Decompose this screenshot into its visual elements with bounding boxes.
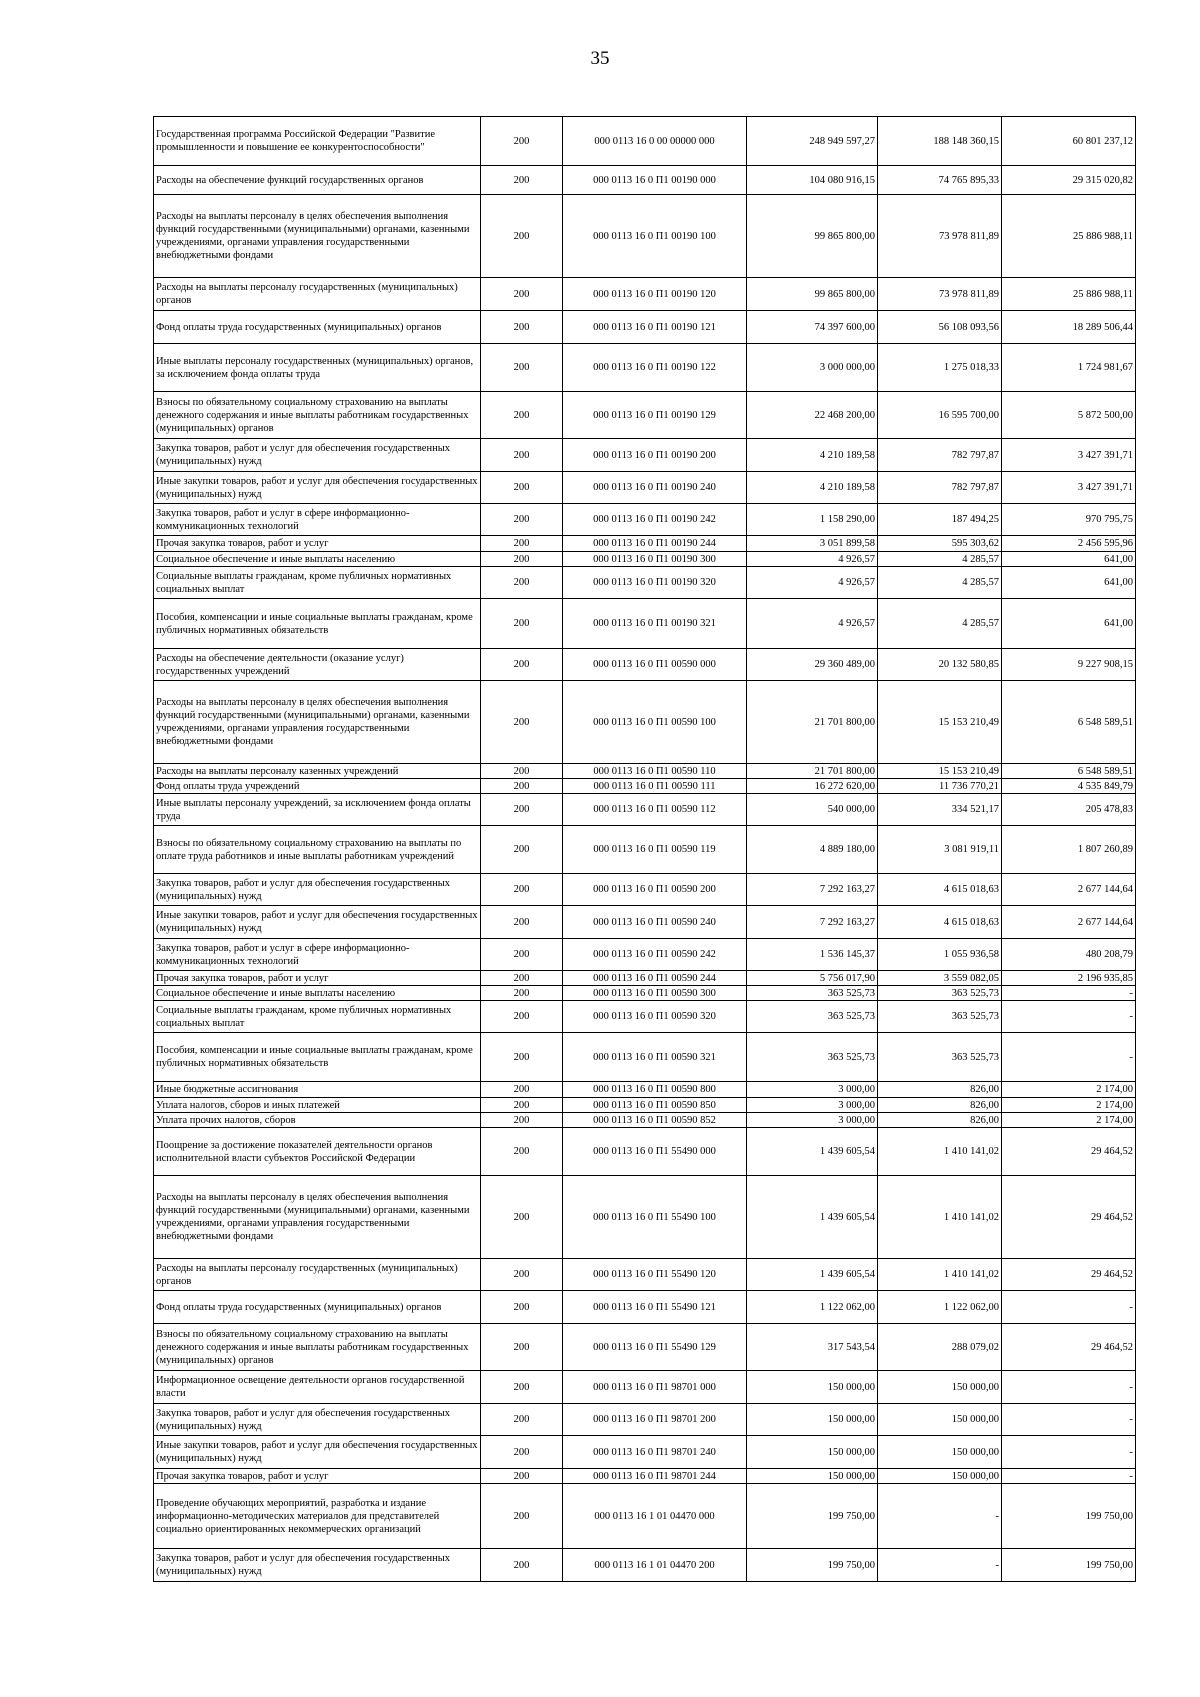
expense-name-cell: Социальные выплаты гражданам, кроме публичных нормативных социальных выплат [154, 1001, 481, 1033]
expense-name-cell: Расходы на выплаты персоналу в целях обеспечения выполнения функций государственными (муниципальными) органами, казенными учреждениями, органами управления государственными внебюджетными фондами [154, 681, 481, 764]
executed-amount-cell: 20 132 580,85 [878, 649, 1002, 681]
table-row [154, 1404, 1136, 1436]
unexecuted-amount-cell: 29 464,52 [1002, 1128, 1136, 1176]
expense-name-cell: Проведение обучающих мероприятий, разработка и издание информационно-методических материалов для представителей социально ориентированных некоммерческих организаций [154, 1484, 481, 1549]
line-code-cell: 200 [481, 344, 563, 392]
executed-amount-cell: 188 148 360,15 [878, 117, 1002, 166]
table-row [154, 1098, 1136, 1113]
executed-amount-cell: 1 275 018,33 [878, 344, 1002, 392]
unexecuted-amount-cell: 6 548 589,51 [1002, 681, 1136, 764]
unexecuted-amount-cell: 2 456 595,96 [1002, 536, 1136, 552]
unexecuted-amount-cell: 25 886 988,11 [1002, 278, 1136, 311]
expense-name-cell: Поощрение за достижение показателей деятельности органов исполнительной власти субъектов Российской Федерации [154, 1128, 481, 1176]
line-code-cell: 200 [481, 311, 563, 344]
table-row [154, 1082, 1136, 1098]
unexecuted-amount-cell: - [1002, 1291, 1136, 1324]
executed-amount-cell: 4 615 018,63 [878, 874, 1002, 906]
table-row [154, 971, 1136, 986]
expense-name-cell: Уплата налогов, сборов и иных платежей [154, 1098, 481, 1113]
budget-classification-code-cell: 000 0113 16 0 П1 00190 300 [563, 552, 747, 567]
budget-classification-code-cell: 000 0113 16 0 П1 00190 000 [563, 166, 747, 195]
executed-amount-cell: 1 410 141,02 [878, 1176, 1002, 1259]
budget-classification-code-cell: 000 0113 16 0 П1 55490 120 [563, 1259, 747, 1291]
unexecuted-amount-cell: 29 464,52 [1002, 1259, 1136, 1291]
budget-classification-code-cell: 000 0113 16 0 П1 00590 000 [563, 649, 747, 681]
expense-name-cell: Закупка товаров, работ и услуг для обеспечения государственных (муниципальных) нужд [154, 1549, 481, 1582]
line-code-cell: 200 [481, 599, 563, 649]
line-code-cell: 200 [481, 439, 563, 472]
table-row [154, 906, 1136, 939]
approved-amount-cell: 199 750,00 [747, 1484, 878, 1549]
approved-amount-cell: 4 210 189,58 [747, 472, 878, 504]
line-code-cell: 200 [481, 1404, 563, 1436]
unexecuted-amount-cell: 199 750,00 [1002, 1549, 1136, 1582]
table-row [154, 1291, 1136, 1324]
unexecuted-amount-cell: - [1002, 986, 1136, 1001]
approved-amount-cell: 4 889 180,00 [747, 826, 878, 874]
budget-classification-code-cell: 000 0113 16 0 П1 00590 112 [563, 794, 747, 826]
table-row [154, 764, 1136, 779]
unexecuted-amount-cell: 970 795,75 [1002, 504, 1136, 536]
expense-name-cell: Расходы на выплаты персоналу государственных (муниципальных) органов [154, 1259, 481, 1291]
budget-classification-code-cell: 000 0113 16 0 П1 00590 200 [563, 874, 747, 906]
approved-amount-cell: 150 000,00 [747, 1469, 878, 1484]
unexecuted-amount-cell: - [1002, 1436, 1136, 1469]
budget-classification-code-cell: 000 0113 16 0 П1 00590 320 [563, 1001, 747, 1033]
budget-classification-code-cell: 000 0113 16 0 П1 00190 200 [563, 439, 747, 472]
expense-name-cell: Пособия, компенсации и иные социальные выплаты гражданам, кроме публичных нормативных обязательств [154, 599, 481, 649]
executed-amount-cell: 73 978 811,89 [878, 195, 1002, 278]
budget-classification-code-cell: 000 0113 16 0 П1 00590 111 [563, 779, 747, 794]
table-row [154, 939, 1136, 971]
budget-classification-code-cell: 000 0113 16 0 П1 00590 119 [563, 826, 747, 874]
unexecuted-amount-cell: - [1002, 1033, 1136, 1082]
executed-amount-cell: 363 525,73 [878, 1033, 1002, 1082]
line-code-cell: 200 [481, 906, 563, 939]
budget-classification-code-cell: 000 0113 16 0 П1 98701 244 [563, 1469, 747, 1484]
approved-amount-cell: 3 000,00 [747, 1098, 878, 1113]
approved-amount-cell: 99 865 800,00 [747, 278, 878, 311]
expense-name-cell: Социальное обеспечение и иные выплаты населению [154, 552, 481, 567]
approved-amount-cell: 540 000,00 [747, 794, 878, 826]
executed-amount-cell: 1 122 062,00 [878, 1291, 1002, 1324]
table-row [154, 1549, 1136, 1582]
expense-name-cell: Взносы по обязательному социальному страхованию на выплаты денежного содержания и иные выплаты работникам государственных (муниципальных) органов [154, 392, 481, 439]
line-code-cell: 200 [481, 1098, 563, 1113]
expense-name-cell: Расходы на обеспечение функций государственных органов [154, 166, 481, 195]
budget-classification-code-cell: 000 0113 16 0 П1 98701 240 [563, 1436, 747, 1469]
unexecuted-amount-cell: 3 427 391,71 [1002, 472, 1136, 504]
approved-amount-cell: 1 439 605,54 [747, 1128, 878, 1176]
approved-amount-cell: 1 158 290,00 [747, 504, 878, 536]
table-row [154, 649, 1136, 681]
line-code-cell: 200 [481, 826, 563, 874]
unexecuted-amount-cell: 641,00 [1002, 552, 1136, 567]
line-code-cell: 200 [481, 1484, 563, 1549]
line-code-cell: 200 [481, 1259, 563, 1291]
line-code-cell: 200 [481, 874, 563, 906]
executed-amount-cell: 11 736 770,21 [878, 779, 1002, 794]
budget-classification-code-cell: 000 0113 16 0 П1 00590 110 [563, 764, 747, 779]
executed-amount-cell: 4 285,57 [878, 567, 1002, 599]
line-code-cell: 200 [481, 1176, 563, 1259]
expense-name-cell: Расходы на обеспечение деятельности (оказание услуг) государственных учреждений [154, 649, 481, 681]
executed-amount-cell: 4 285,57 [878, 552, 1002, 567]
budget-classification-code-cell: 000 0113 16 0 П1 98701 000 [563, 1371, 747, 1404]
expense-name-cell: Закупка товаров, работ и услуг в сфере информационно-коммуникационных технологий [154, 504, 481, 536]
expense-name-cell: Социальное обеспечение и иные выплаты населению [154, 986, 481, 1001]
expense-name-cell: Иные закупки товаров, работ и услуг для обеспечения государственных (муниципальных) нужд [154, 472, 481, 504]
executed-amount-cell: - [878, 1549, 1002, 1582]
table-row [154, 681, 1136, 764]
expense-name-cell: Пособия, компенсации и иные социальные выплаты гражданам, кроме публичных нормативных обязательств [154, 1033, 481, 1082]
table-row [154, 1176, 1136, 1259]
budget-classification-code-cell: 000 0113 16 0 П1 00590 100 [563, 681, 747, 764]
unexecuted-amount-cell: - [1002, 1371, 1136, 1404]
table-row [154, 874, 1136, 906]
approved-amount-cell: 1 122 062,00 [747, 1291, 878, 1324]
unexecuted-amount-cell: 9 227 908,15 [1002, 649, 1136, 681]
unexecuted-amount-cell: 641,00 [1002, 567, 1136, 599]
budget-classification-code-cell: 000 0113 16 0 П1 98701 200 [563, 1404, 747, 1436]
line-code-cell: 200 [481, 779, 563, 794]
executed-amount-cell: 56 108 093,56 [878, 311, 1002, 344]
executed-amount-cell: 782 797,87 [878, 439, 1002, 472]
table-row [154, 278, 1136, 311]
executed-amount-cell: 73 978 811,89 [878, 278, 1002, 311]
approved-amount-cell: 74 397 600,00 [747, 311, 878, 344]
expense-name-cell: Иные бюджетные ассигнования [154, 1082, 481, 1098]
line-code-cell: 200 [481, 986, 563, 1001]
budget-classification-code-cell: 000 0113 16 0 П1 00590 242 [563, 939, 747, 971]
line-code-cell: 200 [481, 971, 563, 986]
executed-amount-cell: 595 303,62 [878, 536, 1002, 552]
approved-amount-cell: 3 000 000,00 [747, 344, 878, 392]
budget-classification-code-cell: 000 0113 16 1 01 04470 000 [563, 1484, 747, 1549]
budget-classification-code-cell: 000 0113 16 0 П1 00190 100 [563, 195, 747, 278]
table-row [154, 779, 1136, 794]
budget-execution-table [153, 116, 1136, 1582]
unexecuted-amount-cell: 25 886 988,11 [1002, 195, 1136, 278]
table-row [154, 117, 1136, 166]
line-code-cell: 200 [481, 1113, 563, 1128]
line-code-cell: 200 [481, 567, 563, 599]
expense-name-cell: Иные выплаты персоналу государственных (муниципальных) органов, за исключением фонда оплаты труда [154, 344, 481, 392]
budget-classification-code-cell: 000 0113 16 0 П1 00190 129 [563, 392, 747, 439]
line-code-cell: 200 [481, 764, 563, 779]
executed-amount-cell: 334 521,17 [878, 794, 1002, 826]
unexecuted-amount-cell: 480 208,79 [1002, 939, 1136, 971]
approved-amount-cell: 3 000,00 [747, 1082, 878, 1098]
executed-amount-cell: 3 559 082,05 [878, 971, 1002, 986]
executed-amount-cell: 826,00 [878, 1113, 1002, 1128]
executed-amount-cell: 150 000,00 [878, 1404, 1002, 1436]
unexecuted-amount-cell: 1 724 981,67 [1002, 344, 1136, 392]
expense-name-cell: Фонд оплаты труда государственных (муниципальных) органов [154, 1291, 481, 1324]
unexecuted-amount-cell: 29 464,52 [1002, 1324, 1136, 1371]
table-row [154, 1484, 1136, 1549]
line-code-cell: 200 [481, 939, 563, 971]
approved-amount-cell: 248 949 597,27 [747, 117, 878, 166]
budget-classification-code-cell: 000 0113 16 0 П1 00190 242 [563, 504, 747, 536]
approved-amount-cell: 363 525,73 [747, 1001, 878, 1033]
table-row [154, 344, 1136, 392]
approved-amount-cell: 4 926,57 [747, 552, 878, 567]
table-row [154, 504, 1136, 536]
line-code-cell: 200 [481, 1469, 563, 1484]
approved-amount-cell: 4 926,57 [747, 567, 878, 599]
expense-name-cell: Закупка товаров, работ и услуг для обеспечения государственных (муниципальных) нужд [154, 439, 481, 472]
line-code-cell: 200 [481, 1436, 563, 1469]
budget-classification-code-cell: 000 0113 16 0 П1 00190 244 [563, 536, 747, 552]
line-code-cell: 200 [481, 681, 563, 764]
table-row [154, 1324, 1136, 1371]
budget-classification-code-cell: 000 0113 16 0 П1 55490 129 [563, 1324, 747, 1371]
unexecuted-amount-cell: 641,00 [1002, 599, 1136, 649]
approved-amount-cell: 150 000,00 [747, 1371, 878, 1404]
approved-amount-cell: 1 536 145,37 [747, 939, 878, 971]
executed-amount-cell: 15 153 210,49 [878, 764, 1002, 779]
table-row [154, 166, 1136, 195]
table-row [154, 536, 1136, 552]
budget-classification-code-cell: 000 0113 16 0 00 00000 000 [563, 117, 747, 166]
unexecuted-amount-cell: 1 807 260,89 [1002, 826, 1136, 874]
line-code-cell: 200 [481, 552, 563, 567]
executed-amount-cell: 187 494,25 [878, 504, 1002, 536]
budget-classification-code-cell: 000 0113 16 0 П1 00590 850 [563, 1098, 747, 1113]
approved-amount-cell: 22 468 200,00 [747, 392, 878, 439]
approved-amount-cell: 1 439 605,54 [747, 1176, 878, 1259]
table-row [154, 439, 1136, 472]
unexecuted-amount-cell: 2 196 935,85 [1002, 971, 1136, 986]
approved-amount-cell: 7 292 163,27 [747, 906, 878, 939]
executed-amount-cell: 1 055 936,58 [878, 939, 1002, 971]
line-code-cell: 200 [481, 1291, 563, 1324]
approved-amount-cell: 99 865 800,00 [747, 195, 878, 278]
unexecuted-amount-cell: 29 315 020,82 [1002, 166, 1136, 195]
budget-classification-code-cell: 000 0113 16 0 П1 00190 240 [563, 472, 747, 504]
approved-amount-cell: 29 360 489,00 [747, 649, 878, 681]
approved-amount-cell: 7 292 163,27 [747, 874, 878, 906]
executed-amount-cell: 826,00 [878, 1082, 1002, 1098]
budget-classification-code-cell: 000 0113 16 0 П1 00590 852 [563, 1113, 747, 1128]
approved-amount-cell: 317 543,54 [747, 1324, 878, 1371]
approved-amount-cell: 4 210 189,58 [747, 439, 878, 472]
budget-classification-code-cell: 000 0113 16 0 П1 00190 121 [563, 311, 747, 344]
table-row [154, 392, 1136, 439]
page-number: 35 [590, 48, 610, 69]
expense-name-cell: Прочая закупка товаров, работ и услуг [154, 1469, 481, 1484]
line-code-cell: 200 [481, 1001, 563, 1033]
table-row [154, 794, 1136, 826]
table-row [154, 1436, 1136, 1469]
line-code-cell: 200 [481, 166, 563, 195]
executed-amount-cell: 4 615 018,63 [878, 906, 1002, 939]
table-row [154, 567, 1136, 599]
table-row [154, 1001, 1136, 1033]
approved-amount-cell: 3 051 899,58 [747, 536, 878, 552]
line-code-cell: 200 [481, 794, 563, 826]
expense-name-cell: Прочая закупка товаров, работ и услуг [154, 536, 481, 552]
unexecuted-amount-cell: 2 174,00 [1002, 1082, 1136, 1098]
budget-classification-code-cell: 000 0113 16 1 01 04470 200 [563, 1549, 747, 1582]
approved-amount-cell: 5 756 017,90 [747, 971, 878, 986]
unexecuted-amount-cell: 2 677 144,64 [1002, 874, 1136, 906]
approved-amount-cell: 3 000,00 [747, 1113, 878, 1128]
budget-classification-code-cell: 000 0113 16 0 П1 00590 800 [563, 1082, 747, 1098]
line-code-cell: 200 [481, 195, 563, 278]
budget-classification-code-cell: 000 0113 16 0 П1 00590 240 [563, 906, 747, 939]
budget-classification-code-cell: 000 0113 16 0 П1 00190 321 [563, 599, 747, 649]
unexecuted-amount-cell: 3 427 391,71 [1002, 439, 1136, 472]
table-row [154, 552, 1136, 567]
unexecuted-amount-cell: 2 174,00 [1002, 1113, 1136, 1128]
executed-amount-cell: 1 410 141,02 [878, 1259, 1002, 1291]
executed-amount-cell: 288 079,02 [878, 1324, 1002, 1371]
expense-name-cell: Закупка товаров, работ и услуг в сфере информационно-коммуникационных технологий [154, 939, 481, 971]
table-row [154, 1371, 1136, 1404]
table-row [154, 1033, 1136, 1082]
approved-amount-cell: 21 701 800,00 [747, 764, 878, 779]
expense-name-cell: Расходы на выплаты персоналу в целях обеспечения выполнения функций государственными (муниципальными) органами, казенными учреждениями, органами управления государственными внебюджетными фондами [154, 1176, 481, 1259]
approved-amount-cell: 4 926,57 [747, 599, 878, 649]
approved-amount-cell: 199 750,00 [747, 1549, 878, 1582]
table-row [154, 826, 1136, 874]
approved-amount-cell: 150 000,00 [747, 1436, 878, 1469]
expense-name-cell: Закупка товаров, работ и услуг для обеспечения государственных (муниципальных) нужд [154, 874, 481, 906]
executed-amount-cell: 150 000,00 [878, 1436, 1002, 1469]
unexecuted-amount-cell: 29 464,52 [1002, 1176, 1136, 1259]
unexecuted-amount-cell: 60 801 237,12 [1002, 117, 1136, 166]
unexecuted-amount-cell: 18 289 506,44 [1002, 311, 1136, 344]
line-code-cell: 200 [481, 649, 563, 681]
table-row [154, 1113, 1136, 1128]
budget-classification-code-cell: 000 0113 16 0 П1 00190 122 [563, 344, 747, 392]
unexecuted-amount-cell: 2 677 144,64 [1002, 906, 1136, 939]
executed-amount-cell: 3 081 919,11 [878, 826, 1002, 874]
line-code-cell: 200 [481, 1371, 563, 1404]
unexecuted-amount-cell: - [1002, 1469, 1136, 1484]
budget-classification-code-cell: 000 0113 16 0 П1 00190 120 [563, 278, 747, 311]
expense-name-cell: Расходы на выплаты персоналу казенных учреждений [154, 764, 481, 779]
expense-name-cell: Информационное освещение деятельности органов государственной власти [154, 1371, 481, 1404]
executed-amount-cell: 150 000,00 [878, 1371, 1002, 1404]
line-code-cell: 200 [481, 117, 563, 166]
unexecuted-amount-cell: 5 872 500,00 [1002, 392, 1136, 439]
executed-amount-cell: 363 525,73 [878, 1001, 1002, 1033]
line-code-cell: 200 [481, 1324, 563, 1371]
approved-amount-cell: 363 525,73 [747, 1033, 878, 1082]
executed-amount-cell: 4 285,57 [878, 599, 1002, 649]
approved-amount-cell: 1 439 605,54 [747, 1259, 878, 1291]
line-code-cell: 200 [481, 1033, 563, 1082]
expense-name-cell: Иные закупки товаров, работ и услуг для обеспечения государственных (муниципальных) нужд [154, 906, 481, 939]
approved-amount-cell: 21 701 800,00 [747, 681, 878, 764]
expense-name-cell: Уплата прочих налогов, сборов [154, 1113, 481, 1128]
unexecuted-amount-cell: 2 174,00 [1002, 1098, 1136, 1113]
line-code-cell: 200 [481, 504, 563, 536]
expense-name-cell: Прочая закупка товаров, работ и услуг [154, 971, 481, 986]
unexecuted-amount-cell: - [1002, 1001, 1136, 1033]
table-row [154, 599, 1136, 649]
budget-classification-code-cell: 000 0113 16 0 П1 55490 100 [563, 1176, 747, 1259]
line-code-cell: 200 [481, 472, 563, 504]
unexecuted-amount-cell: 6 548 589,51 [1002, 764, 1136, 779]
budget-classification-code-cell: 000 0113 16 0 П1 00590 244 [563, 971, 747, 986]
budget-classification-code-cell: 000 0113 16 0 П1 55490 000 [563, 1128, 747, 1176]
table-row [154, 1469, 1136, 1484]
budget-classification-code-cell: 000 0113 16 0 П1 55490 121 [563, 1291, 747, 1324]
budget-classification-code-cell: 000 0113 16 0 П1 00190 320 [563, 567, 747, 599]
expense-name-cell: Фонд оплаты труда государственных (муниципальных) органов [154, 311, 481, 344]
executed-amount-cell: 150 000,00 [878, 1469, 1002, 1484]
table-row [154, 1259, 1136, 1291]
line-code-cell: 200 [481, 1549, 563, 1582]
approved-amount-cell: 363 525,73 [747, 986, 878, 1001]
expense-name-cell: Государственная программа Российской Федерации "Развитие промышленности и повышение ее конкурентоспособности" [154, 117, 481, 166]
expense-name-cell: Расходы на выплаты персоналу государственных (муниципальных) органов [154, 278, 481, 311]
table-row [154, 311, 1136, 344]
line-code-cell: 200 [481, 1082, 563, 1098]
budget-classification-code-cell: 000 0113 16 0 П1 00590 300 [563, 986, 747, 1001]
unexecuted-amount-cell: 199 750,00 [1002, 1484, 1136, 1549]
executed-amount-cell: 15 153 210,49 [878, 681, 1002, 764]
expense-name-cell: Взносы по обязательному социальному страхованию на выплаты денежного содержания и иные выплаты работникам государственных (муниципальных) органов [154, 1324, 481, 1371]
table-row [154, 472, 1136, 504]
approved-amount-cell: 16 272 620,00 [747, 779, 878, 794]
expense-name-cell: Взносы по обязательному социальному страхованию на выплаты по оплате труда работников и иные выплаты работникам учреждений [154, 826, 481, 874]
line-code-cell: 200 [481, 1128, 563, 1176]
line-code-cell: 200 [481, 278, 563, 311]
table-row [154, 1128, 1136, 1176]
executed-amount-cell: 782 797,87 [878, 472, 1002, 504]
line-code-cell: 200 [481, 392, 563, 439]
line-code-cell: 200 [481, 536, 563, 552]
unexecuted-amount-cell: 205 478,83 [1002, 794, 1136, 826]
expense-name-cell: Закупка товаров, работ и услуг для обеспечения государственных (муниципальных) нужд [154, 1404, 481, 1436]
expense-name-cell: Иные закупки товаров, работ и услуг для обеспечения государственных (муниципальных) нужд [154, 1436, 481, 1469]
unexecuted-amount-cell: - [1002, 1404, 1136, 1436]
expense-name-cell: Расходы на выплаты персоналу в целях обеспечения выполнения функций государственными (муниципальными) органами, казенными учреждениями, органами управления государственными внебюджетными фондами [154, 195, 481, 278]
budget-classification-code-cell: 000 0113 16 0 П1 00590 321 [563, 1033, 747, 1082]
unexecuted-amount-cell: 4 535 849,79 [1002, 779, 1136, 794]
expense-name-cell: Иные выплаты персоналу учреждений, за исключением фонда оплаты труда [154, 794, 481, 826]
executed-amount-cell: 16 595 700,00 [878, 392, 1002, 439]
table-row [154, 986, 1136, 1001]
executed-amount-cell: 826,00 [878, 1098, 1002, 1113]
approved-amount-cell: 150 000,00 [747, 1404, 878, 1436]
executed-amount-cell: - [878, 1484, 1002, 1549]
expense-name-cell: Фонд оплаты труда учреждений [154, 779, 481, 794]
approved-amount-cell: 104 080 916,15 [747, 166, 878, 195]
executed-amount-cell: 74 765 895,33 [878, 166, 1002, 195]
expense-name-cell: Социальные выплаты гражданам, кроме публичных нормативных социальных выплат [154, 567, 481, 599]
executed-amount-cell: 1 410 141,02 [878, 1128, 1002, 1176]
table-row [154, 195, 1136, 278]
executed-amount-cell: 363 525,73 [878, 986, 1002, 1001]
